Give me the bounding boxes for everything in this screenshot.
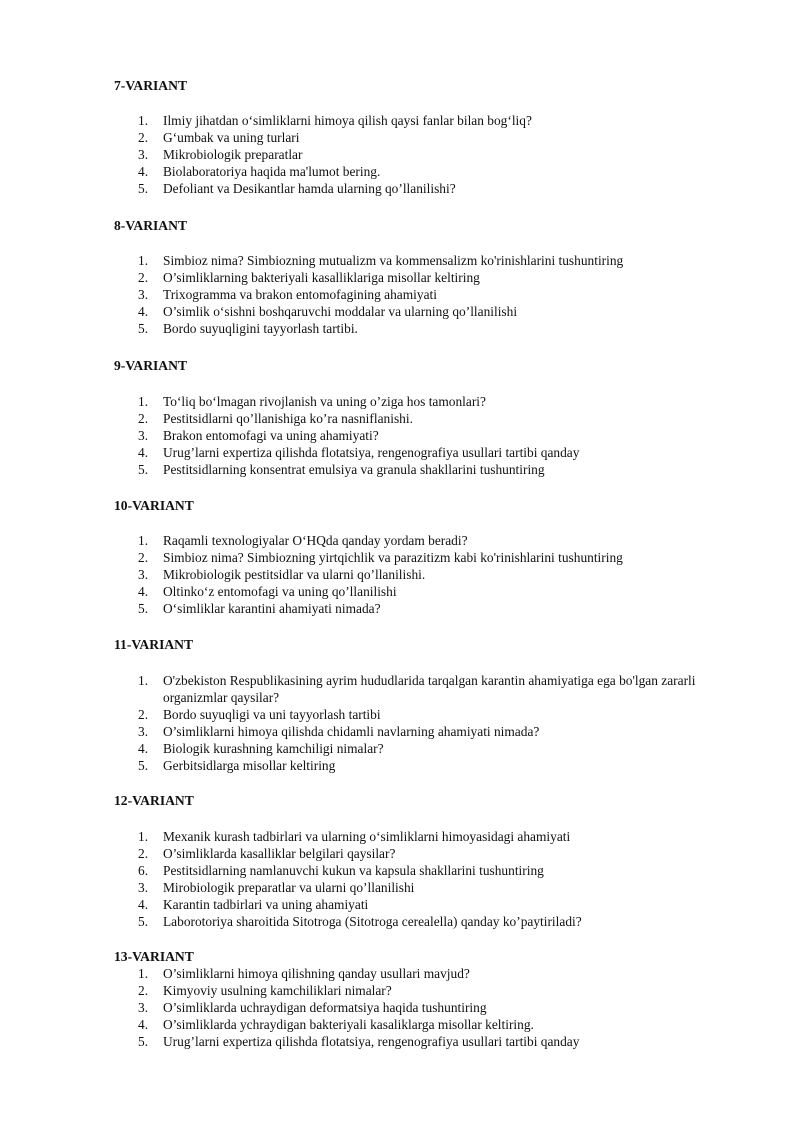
question-number: 4. xyxy=(138,897,149,912)
question-text: O’simlik o‘sishni boshqaruvchi moddalar va ularning qo’llanilishi xyxy=(163,304,518,319)
question-text: Pestitsidlarning konsentrat emulsiya va granula shakllarini tushuntiring xyxy=(163,462,545,477)
question-item xyxy=(0,862,800,879)
question-text: Pestitsidlarni qo’llanishiga ko’ra nasniflanishi. xyxy=(163,411,413,426)
question-item xyxy=(0,672,800,706)
question-item xyxy=(0,303,800,320)
question-number: 5. xyxy=(138,758,149,773)
question-number: 1. xyxy=(138,533,149,548)
question-text: Urug’larni expertiza qilishda flotatsiya, rengenografiya usullari tartibi qanday xyxy=(163,1034,580,1049)
question-text: Bordo suyuqligini tayyorlash tartibi. xyxy=(163,321,358,336)
question-text: Biologik kurashning kamchiligi nimalar? xyxy=(163,741,384,756)
question-text: O’simliklarda kasalliklar belgilari qaysilar? xyxy=(163,846,396,861)
question-item xyxy=(0,757,800,774)
question-text: O’simliklarda ychraydigan bakteriyali kasaliklarga misollar keltiring. xyxy=(163,1017,534,1032)
question-number: 3. xyxy=(138,428,149,443)
question-item xyxy=(0,1016,800,1033)
question-item xyxy=(0,112,800,129)
question-number: 5. xyxy=(138,181,149,196)
question-number: 3. xyxy=(138,724,149,739)
question-text: Simbioz nima? Simbiozning mutualizm va kommensalizm ko'rinishlarini tushuntiring xyxy=(163,253,624,268)
question-item xyxy=(0,549,800,566)
question-item xyxy=(0,1033,800,1050)
question-item xyxy=(0,410,800,427)
question-number: 6. xyxy=(138,863,149,878)
question-number: 4. xyxy=(138,584,149,599)
question-text: Biolaboratoriya haqida ma'lumot bering. xyxy=(163,164,381,179)
variant-heading: 10-VARIANT xyxy=(114,498,194,513)
question-number: 2. xyxy=(138,846,149,861)
question-number: 2. xyxy=(138,411,149,426)
question-item xyxy=(0,982,800,999)
question-item xyxy=(0,269,800,286)
question-number: 2. xyxy=(138,550,149,565)
question-item xyxy=(0,163,800,180)
question-item xyxy=(0,444,800,461)
question-text: Raqamli texnologiyalar O‘HQda qanday yordam beradi? xyxy=(163,533,468,548)
question-item xyxy=(0,180,800,197)
question-item xyxy=(0,845,800,862)
question-number: 4. xyxy=(138,445,149,460)
question-text: O’simliklarni himoya qilishning qanday usullari mavjud? xyxy=(163,966,470,981)
question-number: 3. xyxy=(138,567,149,582)
question-number: 1. xyxy=(138,253,149,268)
question-item xyxy=(0,286,800,303)
question-text: Defoliant va Desikantlar hamda ularning qo’llanilishi? xyxy=(163,181,456,196)
question-text: Brakon entomofagi va uning ahamiyati? xyxy=(163,428,379,443)
question-text: To‘liq bo‘lmagan rivojlanish va uning o’ziga hos tamonlari? xyxy=(163,394,486,409)
question-text: O’simliklarning bakteriyali kasalliklariga misollar keltiring xyxy=(163,270,480,285)
question-item xyxy=(0,146,800,163)
question-item xyxy=(0,427,800,444)
question-number: 1. xyxy=(138,829,149,844)
question-item xyxy=(0,965,800,982)
question-number: 4. xyxy=(138,164,149,179)
question-item xyxy=(0,879,800,896)
question-text: O'zbekiston Respublikasining ayrim hududlarida tarqalgan karantin ahamiyatiga ega bo'lgan zararli organizmlar qaysilar? xyxy=(163,673,696,705)
question-text: Kimyoviy usulning kamchiliklari nimalar? xyxy=(163,983,392,998)
variant-heading: 8-VARIANT xyxy=(114,218,188,233)
variant-heading: 7-VARIANT xyxy=(114,78,188,93)
question-number: 5. xyxy=(138,914,149,929)
question-text: Pestitsidlarning namlanuvchi kukun va kapsula shakllarini tushuntiring xyxy=(163,863,544,878)
question-text: Mirobiologik preparatlar va ularni qo’llanilishi xyxy=(163,880,415,895)
question-text: Mikrobiologik preparatlar xyxy=(163,147,303,162)
question-item xyxy=(0,566,800,583)
question-number: 5. xyxy=(138,601,149,616)
question-number: 5. xyxy=(138,462,149,477)
question-text: O‘simliklar karantini ahamiyati nimada? xyxy=(163,601,381,616)
question-text: Ilmiy jihatdan o‘simliklarni himoya qilish qaysi fanlar bilan bog‘liq? xyxy=(163,113,532,128)
variant-heading: 12-VARIANT xyxy=(114,793,194,808)
question-item xyxy=(0,896,800,913)
question-text: O’simliklarni himoya qilishda chidamli navlarning ahamiyati nimada? xyxy=(163,724,540,739)
question-item xyxy=(0,532,800,549)
question-item xyxy=(0,913,800,930)
question-text: Mexanik kurash tadbirlari va ularning o‘simliklarni himoyasidagi ahamiyati xyxy=(163,829,571,844)
question-item xyxy=(0,461,800,478)
question-item xyxy=(0,723,800,740)
variant-heading: 13-VARIANT xyxy=(114,949,194,964)
question-item xyxy=(0,740,800,757)
question-number: 5. xyxy=(138,1034,149,1049)
question-text: Gerbitsidlarga misollar keltiring xyxy=(163,758,336,773)
question-text: Mikrobiologik pestitsidlar va ularni qo’llanilishi. xyxy=(163,567,426,582)
question-item xyxy=(0,320,800,337)
question-item xyxy=(0,393,800,410)
question-text: Trixogramma va brakon entomofagining ahamiyati xyxy=(163,287,437,302)
question-text: O’simliklarda uchraydigan deformatsiya haqida tushuntiring xyxy=(163,1000,487,1015)
question-item xyxy=(0,600,800,617)
question-number: 4. xyxy=(138,304,149,319)
question-text: Oltinko‘z entomofagi va uning qo’llanilishi xyxy=(163,584,397,599)
question-number: 3. xyxy=(138,147,149,162)
question-item xyxy=(0,828,800,845)
question-number: 3. xyxy=(138,880,149,895)
question-item xyxy=(0,999,800,1016)
question-number: 1. xyxy=(138,113,149,128)
question-text: Laborotoriya sharoitida Sitotroga (Sitotroga cerealella) qanday ko’paytiriladi? xyxy=(163,914,582,929)
variant-heading: 11-VARIANT xyxy=(114,637,194,652)
question-number: 3. xyxy=(138,1000,149,1015)
question-item xyxy=(0,252,800,269)
question-number: 3. xyxy=(138,287,149,302)
question-number: 2. xyxy=(138,983,149,998)
question-item xyxy=(0,583,800,600)
question-number: 2. xyxy=(138,270,149,285)
question-number: 2. xyxy=(138,707,149,722)
question-number: 1. xyxy=(138,966,149,981)
question-number: 4. xyxy=(138,741,149,756)
question-item xyxy=(0,129,800,146)
variant-heading: 9-VARIANT xyxy=(114,358,188,373)
question-number: 1. xyxy=(138,394,149,409)
question-item xyxy=(0,706,800,723)
question-number: 4. xyxy=(138,1017,149,1032)
question-text: Bordo suyuqligi va uni tayyorlash tartibi xyxy=(163,707,381,722)
question-text: Karantin tadbirlari va uning ahamiyati xyxy=(163,897,369,912)
question-text: Urug’larni expertiza qilishda flotatsiya, rengenografiya usullari tartibi qanday xyxy=(163,445,580,460)
question-number: 2. xyxy=(138,130,149,145)
question-text: Simbioz nima? Simbiozning yirtqichlik va parazitizm kabi ko'rinishlarini tushuntiring xyxy=(163,550,623,565)
question-text: G‘umbak va uning turlari xyxy=(163,130,300,145)
question-number: 1. xyxy=(138,673,149,688)
question-number: 5. xyxy=(138,321,149,336)
